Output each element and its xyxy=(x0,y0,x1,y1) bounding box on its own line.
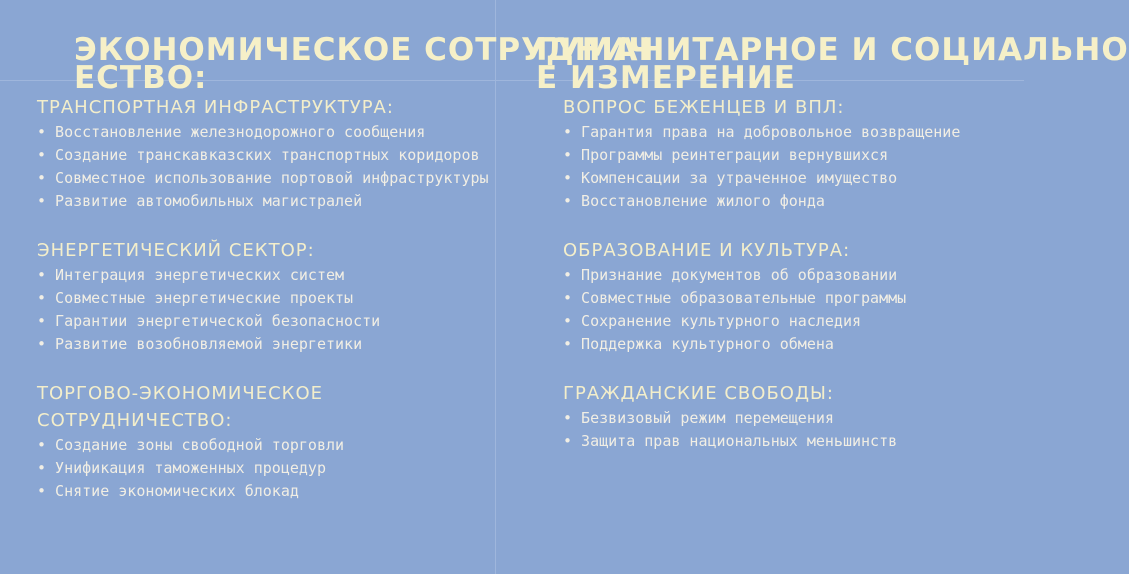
list-item: • Поддержка культурного обмена xyxy=(563,335,834,353)
list-item: • Восстановление железнодорожного сообщения xyxy=(37,123,426,141)
left-heading-line2: ЕСТВО: xyxy=(74,60,208,96)
list-item: • Гарантия права на добровольное возвращение xyxy=(563,123,961,141)
section-title: ЭНЕРГЕТИЧЕСКИЙ СЕКТОР: xyxy=(37,240,315,261)
section-transport xyxy=(37,94,495,213)
section-education xyxy=(563,237,1024,356)
list-item: • Создание транскавказских транспортных коридоров xyxy=(37,146,480,164)
bullet-list xyxy=(563,121,1024,213)
section-title: ТРАНСПОРТНАЯ ИНФРАСТРУКТУРА: xyxy=(37,97,394,118)
section-title: ТОРГОВО-ЭКОНОМИЧЕСКОЕ СОТРУДНИЧЕСТВО: xyxy=(37,383,323,431)
right-heading-line1: ГУМАНИТАРНОЕ И СОЦИАЛЬНО xyxy=(536,32,1129,68)
bullet-list xyxy=(37,264,495,356)
list-item: • Унификация таможенных процедур xyxy=(37,459,326,477)
list-item: • Гарантии энергетической безопасности xyxy=(37,312,381,330)
list-item: • Развитие возобновляемой энергетики xyxy=(37,335,363,353)
list-item: • Сохранение культурного наследия xyxy=(563,312,862,330)
list-item: • Снятие экономических блокад xyxy=(37,482,299,500)
list-item: • Безвизовый режим перемещения xyxy=(563,409,834,427)
bullet-list xyxy=(37,434,495,503)
list-item: • Компенсации за утраченное имущество xyxy=(563,169,898,187)
list-item: • Восстановление жилого фонда xyxy=(563,192,825,210)
list-item: • Совместное использование портовой инфраструктуры xyxy=(37,169,489,187)
bullet-list xyxy=(37,121,495,213)
left-heading-line1: ЭКОНОМИЧЕСКОЕ СОТРУДНИЧ xyxy=(74,32,655,68)
list-item: • Создание зоны свободной торговли xyxy=(37,436,345,454)
list-item: • Совместные энергетические проекты xyxy=(37,289,354,307)
right-column xyxy=(563,94,1024,477)
section-freedoms xyxy=(563,380,1024,453)
bullet-list xyxy=(563,264,1024,356)
bullet-list xyxy=(563,407,1024,453)
section-energy xyxy=(37,237,495,356)
list-item: • Интеграция энергетических систем xyxy=(37,266,345,284)
section-title: ОБРАЗОВАНИЕ И КУЛЬТУРА: xyxy=(563,240,851,261)
list-item: • Признание документов об образовании xyxy=(563,266,898,284)
list-item: • Защита прав национальных меньшинств xyxy=(563,432,898,450)
section-refugees xyxy=(563,94,1024,213)
right-heading-line2: Е ИЗМЕРЕНИЕ xyxy=(536,60,796,96)
list-item: • Программы реинтеграции вернувшихся xyxy=(563,146,889,164)
left-column xyxy=(37,94,495,527)
right-heading xyxy=(536,32,1129,96)
list-item: • Совместные образовательные программы xyxy=(563,289,907,307)
section-title: ГРАЖДАНСКИЕ СВОБОДЫ: xyxy=(563,383,834,404)
section-trade xyxy=(37,380,495,503)
section-title: ВОПРОС БЕЖЕНЦЕВ И ВПЛ: xyxy=(563,97,845,118)
list-item: • Развитие автомобильных магистралей xyxy=(37,192,363,210)
